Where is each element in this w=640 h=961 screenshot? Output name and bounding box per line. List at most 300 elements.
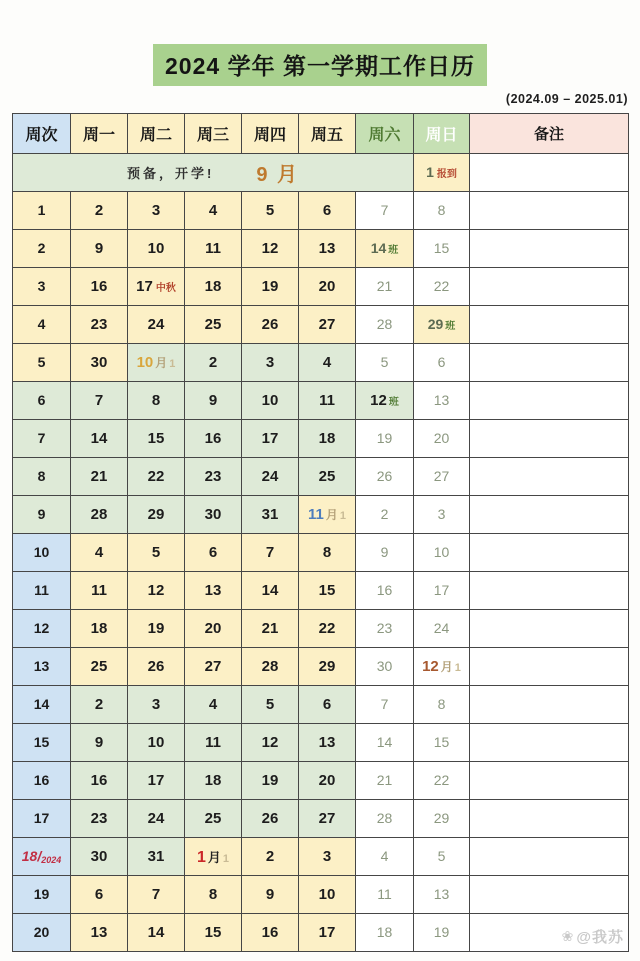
cell-sat <box>356 268 414 306</box>
week-number-cell <box>13 192 71 230</box>
day-number: 19 <box>33 885 50 902</box>
day-number: 6 <box>322 201 332 219</box>
header-wed: 周三 <box>185 114 242 154</box>
day-number: 20 <box>204 619 222 637</box>
day-number: 17 <box>261 429 279 447</box>
day-number: 28 <box>376 809 393 826</box>
day-number: 27 <box>318 315 336 333</box>
cell-sun <box>414 914 470 952</box>
banner-cell <box>13 154 414 192</box>
day-number: 4 <box>208 695 218 713</box>
cell-mon <box>71 344 128 382</box>
day-tag: 班 <box>388 244 399 256</box>
header-mon: 周一 <box>71 114 128 154</box>
day-number: 10 <box>147 239 165 257</box>
cell-sat <box>356 230 414 268</box>
header-week: 周次 <box>13 114 71 154</box>
week-number-cell <box>13 686 71 724</box>
cell-sun <box>414 572 470 610</box>
week-row <box>13 306 629 344</box>
day-number: 13 <box>33 657 50 674</box>
week-number-cell <box>13 914 71 952</box>
day-number: 12 <box>33 619 50 636</box>
cell-mon <box>71 534 128 572</box>
day-number: 11 <box>91 581 107 599</box>
day-number: 30 <box>376 657 393 674</box>
cell-tue <box>128 610 185 648</box>
week-row <box>13 838 629 876</box>
day-number: 31 <box>261 505 279 523</box>
week-row <box>13 800 629 838</box>
cell-sat <box>356 192 414 230</box>
cell-tue <box>128 420 185 458</box>
remark-cell <box>470 800 629 838</box>
cell-wed <box>185 762 242 800</box>
day-number: 22 <box>147 467 165 485</box>
cell-tue <box>128 534 185 572</box>
cell-sun <box>414 382 470 420</box>
cell-wed <box>185 458 242 496</box>
cell-fri <box>299 914 356 952</box>
header-row <box>13 114 629 154</box>
day-number: 28 <box>90 505 108 523</box>
day-number: 11 <box>308 505 324 523</box>
day-number: 15 <box>318 581 336 599</box>
day-number: 28 <box>376 315 393 332</box>
cell-wed <box>185 192 242 230</box>
day-number: 16 <box>90 771 108 789</box>
cell-sun <box>414 762 470 800</box>
remark-cell <box>470 420 629 458</box>
cell-sat <box>356 762 414 800</box>
cell-fri <box>299 496 356 534</box>
cell-mon <box>71 192 128 230</box>
calendar-table <box>12 113 629 952</box>
banner-note: 预备，开学! <box>126 166 215 181</box>
cell-tue <box>128 344 185 382</box>
day-number: 16 <box>90 277 108 295</box>
day-number: 7 <box>380 695 389 712</box>
day-number: 7 <box>94 391 104 409</box>
week-row <box>13 686 629 724</box>
cell-thu <box>242 496 299 534</box>
week-number-cell <box>13 306 71 344</box>
day-number: 26 <box>147 657 165 675</box>
cell-sun <box>414 154 470 192</box>
day-number: 7 <box>380 201 389 218</box>
day-number: 23 <box>376 619 393 636</box>
cell-sun <box>414 724 470 762</box>
cell-wed <box>185 838 242 876</box>
cell-fri <box>299 800 356 838</box>
cell-thu <box>242 230 299 268</box>
day-number: 21 <box>376 277 393 294</box>
cell-fri <box>299 458 356 496</box>
day-number: 18 <box>90 619 108 637</box>
day-number: 5 <box>265 201 275 219</box>
header-sat: 周六 <box>356 114 414 154</box>
day-number: 9 <box>37 505 46 522</box>
day-number: 23 <box>90 315 108 333</box>
header-sun: 周日 <box>414 114 470 154</box>
day-number: 9 <box>380 543 389 560</box>
day-number: 3 <box>322 847 332 865</box>
week-row <box>13 382 629 420</box>
week-number-cell <box>13 420 71 458</box>
cell-sun <box>414 800 470 838</box>
day-number: 16 <box>33 771 50 788</box>
day-number: 11 <box>205 733 221 751</box>
day-number: 26 <box>376 467 393 484</box>
week-row <box>13 648 629 686</box>
cell-tue <box>128 382 185 420</box>
cell-fri <box>299 192 356 230</box>
day-number: 8 <box>208 885 218 903</box>
cell-sun <box>414 192 470 230</box>
cell-sun <box>414 876 470 914</box>
cell-tue <box>128 838 185 876</box>
day-number: 16 <box>261 923 279 941</box>
cell-thu <box>242 534 299 572</box>
page-title: 2024 学年 第一学期工作日历 <box>153 44 487 86</box>
header-tue: 周二 <box>128 114 185 154</box>
day-number: 13 <box>433 391 450 408</box>
day-number: 13 <box>433 885 450 902</box>
cell-sun <box>414 838 470 876</box>
day-number: 21 <box>376 771 393 788</box>
cell-fri <box>299 230 356 268</box>
cell-fri <box>299 534 356 572</box>
day-number: 18/ <box>21 847 42 864</box>
remark-cell <box>470 382 629 420</box>
week-number-cell <box>13 610 71 648</box>
remark-cell <box>470 762 629 800</box>
cell-thu <box>242 344 299 382</box>
day-number: 10 <box>261 391 279 409</box>
week-row <box>13 876 629 914</box>
day-number: 16 <box>376 581 393 598</box>
remark-cell <box>470 496 629 534</box>
cell-wed <box>185 496 242 534</box>
week-number-cell <box>13 382 71 420</box>
cell-mon <box>71 686 128 724</box>
remark-cell <box>470 534 629 572</box>
day-number: 5 <box>265 695 275 713</box>
week-number-cell <box>13 458 71 496</box>
cell-mon <box>71 838 128 876</box>
day-number: 19 <box>433 923 450 940</box>
cell-mon <box>71 762 128 800</box>
day-number: 18 <box>376 923 393 940</box>
day-tag: 报到 <box>436 168 457 180</box>
cell-mon <box>71 268 128 306</box>
day-number: 3 <box>265 353 275 371</box>
cell-tue <box>128 458 185 496</box>
cell-mon <box>71 382 128 420</box>
day-number: 12 <box>422 657 439 675</box>
day-number: 13 <box>318 239 336 257</box>
cell-fri <box>299 838 356 876</box>
cell-mon <box>71 876 128 914</box>
day-number: 15 <box>433 239 450 256</box>
cell-mon <box>71 458 128 496</box>
cell-thu <box>242 876 299 914</box>
cell-tue <box>128 230 185 268</box>
remark-cell <box>470 154 629 192</box>
header-fri: 周五 <box>299 114 356 154</box>
cell-wed <box>185 534 242 572</box>
day-number: 26 <box>261 315 279 333</box>
cell-tue <box>128 686 185 724</box>
week-number-cell <box>13 876 71 914</box>
day-number: 1 <box>37 201 46 218</box>
week-row <box>13 534 629 572</box>
day-number: 30 <box>204 505 222 523</box>
cell-wed <box>185 724 242 762</box>
week-row <box>13 762 629 800</box>
cell-thu <box>242 762 299 800</box>
day-number: 21 <box>90 467 108 485</box>
cell-wed <box>185 572 242 610</box>
day-number: 2 <box>380 505 389 522</box>
remark-cell <box>470 648 629 686</box>
cell-tue <box>128 306 185 344</box>
cell-tue <box>128 914 185 952</box>
cell-thu <box>242 268 299 306</box>
day-number: 1 <box>339 509 346 522</box>
day-number: 9 <box>208 391 218 409</box>
remark-cell <box>470 686 629 724</box>
cell-fri <box>299 306 356 344</box>
day-number: 6 <box>208 543 218 561</box>
cell-mon <box>71 610 128 648</box>
week-number-cell <box>13 268 71 306</box>
cell-fri <box>299 686 356 724</box>
day-number: 7 <box>151 885 161 903</box>
cell-sat <box>356 534 414 572</box>
day-number: 4 <box>94 543 104 561</box>
day-number: 13 <box>90 923 108 941</box>
cell-sat <box>356 420 414 458</box>
day-number: 30 <box>90 353 108 371</box>
day-number: 9 <box>94 239 104 257</box>
cell-sat <box>356 344 414 382</box>
day-number: 6 <box>437 353 446 370</box>
day-number: 5 <box>380 353 389 370</box>
day-number: 26 <box>261 809 279 827</box>
cell-thu <box>242 724 299 762</box>
day-number: 29 <box>427 315 444 332</box>
day-number: 月 <box>207 849 221 865</box>
day-number: 15 <box>433 733 450 750</box>
cell-fri <box>299 876 356 914</box>
day-number: 17 <box>433 581 450 598</box>
cell-sun <box>414 306 470 344</box>
day-number: 11 <box>377 885 392 902</box>
week-row <box>13 572 629 610</box>
cell-mon <box>71 572 128 610</box>
cell-wed <box>185 876 242 914</box>
cell-fri <box>299 420 356 458</box>
day-number: 3 <box>151 201 161 219</box>
day-tag: 中秋 <box>155 282 176 294</box>
day-number: 7 <box>265 543 275 561</box>
cell-thu <box>242 686 299 724</box>
day-number: 2 <box>37 239 46 256</box>
day-number: 11 <box>205 239 221 257</box>
day-number: 24 <box>147 315 165 333</box>
cell-tue <box>128 192 185 230</box>
cell-thu <box>242 610 299 648</box>
cell-fri <box>299 762 356 800</box>
cell-mon <box>71 914 128 952</box>
day-number: 22 <box>318 619 336 637</box>
day-number: 14 <box>33 695 50 712</box>
day-number: 23 <box>204 467 222 485</box>
day-number: 17 <box>147 771 165 789</box>
cell-sat <box>356 458 414 496</box>
cell-tue <box>128 572 185 610</box>
day-number: 20 <box>33 923 50 940</box>
day-number: 4 <box>322 353 332 371</box>
cell-mon <box>71 724 128 762</box>
watermark <box>562 926 624 947</box>
week-row <box>13 344 629 382</box>
day-number: 21 <box>261 619 279 637</box>
cell-sun <box>414 610 470 648</box>
day-number: 14 <box>261 581 279 599</box>
cell-mon <box>71 648 128 686</box>
cell-tue <box>128 762 185 800</box>
day-number: 12 <box>261 733 279 751</box>
day-number: 3 <box>37 277 46 294</box>
day-number: 11 <box>34 581 49 598</box>
week-number-cell <box>13 230 71 268</box>
day-number: 8 <box>437 201 446 218</box>
day-number: 10 <box>147 733 165 751</box>
cell-tue <box>128 268 185 306</box>
day-number: 19 <box>376 429 393 446</box>
cell-thu <box>242 838 299 876</box>
cell-sat <box>356 914 414 952</box>
day-number: 4 <box>208 201 218 219</box>
day-number: 1 <box>222 852 230 865</box>
cell-fri <box>299 572 356 610</box>
day-number: 9 <box>94 733 104 751</box>
cell-fri <box>299 382 356 420</box>
day-number: 22 <box>433 277 450 294</box>
cell-mon <box>71 420 128 458</box>
day-number: 25 <box>204 809 222 827</box>
cell-fri <box>299 724 356 762</box>
day-number: 1 <box>454 661 461 674</box>
cell-tue <box>128 496 185 534</box>
cell-sun <box>414 230 470 268</box>
remark-cell <box>470 344 629 382</box>
day-number: 14 <box>147 923 165 941</box>
cell-wed <box>185 648 242 686</box>
day-number: 5 <box>37 353 46 370</box>
day-number: 14 <box>376 733 393 750</box>
week-number-cell <box>13 838 71 876</box>
day-number: 月 <box>325 507 338 522</box>
cell-tue <box>128 648 185 686</box>
cell-wed <box>185 914 242 952</box>
day-number: 月 <box>440 659 453 674</box>
cell-sun <box>414 344 470 382</box>
cell-sun <box>414 458 470 496</box>
cell-sat <box>356 686 414 724</box>
day-number: 2024 <box>41 854 62 865</box>
cell-wed <box>185 610 242 648</box>
cell-sun <box>414 268 470 306</box>
day-number: 4 <box>37 315 46 332</box>
day-number: 18 <box>318 429 336 447</box>
day-number: 13 <box>204 581 222 599</box>
day-number: 20 <box>433 429 450 446</box>
remark-cell <box>470 838 629 876</box>
day-number: 9 <box>265 885 275 903</box>
day-number: 7 <box>37 429 46 446</box>
day-number: 1 <box>426 163 434 180</box>
day-number: 24 <box>147 809 165 827</box>
day-number: 17 <box>136 277 153 295</box>
day-number: 15 <box>204 923 222 941</box>
cell-fri <box>299 610 356 648</box>
cell-tue <box>128 876 185 914</box>
remark-cell <box>470 572 629 610</box>
day-number: 27 <box>204 657 222 675</box>
day-tag: 班 <box>445 320 456 332</box>
remark-cell <box>470 230 629 268</box>
day-number: 23 <box>90 809 108 827</box>
week-row <box>13 610 629 648</box>
day-tag: 班 <box>388 396 399 408</box>
day-number: 6 <box>94 885 104 903</box>
day-number: 10 <box>318 885 336 903</box>
day-number: 8 <box>37 467 46 484</box>
watermark-handle: @我苏 <box>576 929 624 946</box>
cell-sun <box>414 496 470 534</box>
week-row <box>13 458 629 496</box>
day-number: 6 <box>37 391 46 408</box>
day-number: 19 <box>147 619 165 637</box>
cell-sun <box>414 420 470 458</box>
day-number: 25 <box>318 467 336 485</box>
day-number: 20 <box>318 771 336 789</box>
day-number: 19 <box>261 277 279 295</box>
day-number: 6 <box>322 695 332 713</box>
day-number: 2 <box>208 353 218 371</box>
day-number: 1 <box>196 848 206 866</box>
cell-thu <box>242 382 299 420</box>
cell-sat <box>356 496 414 534</box>
day-number: 10 <box>33 543 50 560</box>
day-number: 8 <box>322 543 332 561</box>
day-number: 15 <box>147 429 165 447</box>
cell-wed <box>185 686 242 724</box>
cell-thu <box>242 306 299 344</box>
cell-thu <box>242 192 299 230</box>
day-number: 2 <box>265 847 275 865</box>
day-number: 19 <box>261 771 279 789</box>
day-number: 18 <box>204 771 222 789</box>
week-number-cell <box>13 648 71 686</box>
cell-sat <box>356 382 414 420</box>
day-number: 3 <box>437 505 446 522</box>
cell-sat <box>356 648 414 686</box>
cell-sat <box>356 724 414 762</box>
